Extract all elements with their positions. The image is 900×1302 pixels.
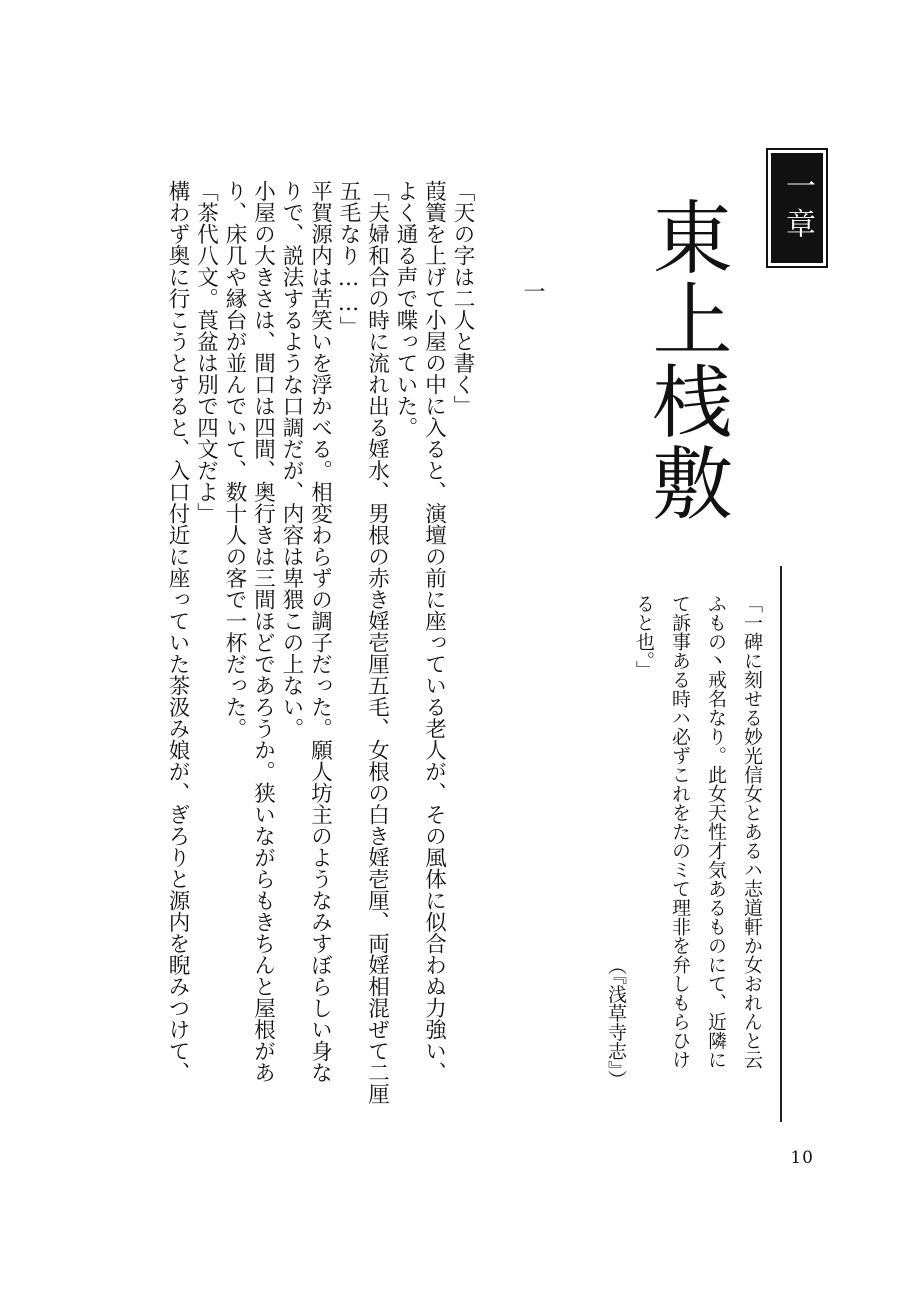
body-line: 五毛なり……」 <box>336 180 361 338</box>
epigraph-source: （『浅草寺志』） <box>605 956 627 1089</box>
chapter-label: 一章 <box>771 153 823 263</box>
epigraph-line: て訴事ある時ハ必ずこれをたのミて理非を弁しもらひけ <box>669 594 691 1069</box>
body-line: 構わず奥に行こうとすると、入口付近に座っていた茶汲み娘が、ぎろりと源内を睨みつけて、 <box>165 180 190 1083</box>
body-line: 「夫婦和合の時に流れ出る婬水、男根の赤き婬壱厘五毛、女根の白き婬壱厘、両婬相混ぜて二厘 <box>364 180 390 1105</box>
chapter-title: 東上桟敷 <box>639 196 732 524</box>
epigraph-line: 「一碑に刻せる妙光信女とあるハ志道軒か女おれんと云 <box>741 594 763 1069</box>
body-text <box>88 180 476 1120</box>
section-number: 一 <box>520 280 545 302</box>
body-line: 「天の字は二人と書く」 <box>450 180 475 417</box>
body-line: よく通る声で喋っていた。 <box>393 180 418 438</box>
body-line: 葭簀を上げて小屋の中に入ると、演壇の前に座っている老人が、その風体に似合わぬ力強い、 <box>421 180 447 1083</box>
epigraph-line: ると也。」 <box>633 594 655 680</box>
epigraph-divider <box>780 566 782 1122</box>
body-line: 小屋の大きさは、間口は四間、奥行きは三間ほどであろうか。狭いながらもきちんと屋根があ <box>250 180 276 1083</box>
chapter-label-box <box>766 148 828 268</box>
epigraph-line: ふもの丶戒名なり。此女天性才気あるものにて、近隣に <box>705 594 727 1069</box>
body-line: 「茶代八文。莨盆は別で四文だよ」 <box>193 180 219 524</box>
body-line: りで、説法するような口調だが、内容は卑猥この上ない。 <box>279 180 304 739</box>
page-number: 10 <box>790 1148 814 1168</box>
body-line: り、床几や縁台が並んでいて、数十人の客で一杯だった。 <box>222 180 247 739</box>
body-line: 平賀源内は苦笑いを浮かべる。相変わらずの調子だった。願人坊主のようなみすぼらしい身な <box>307 180 333 1083</box>
